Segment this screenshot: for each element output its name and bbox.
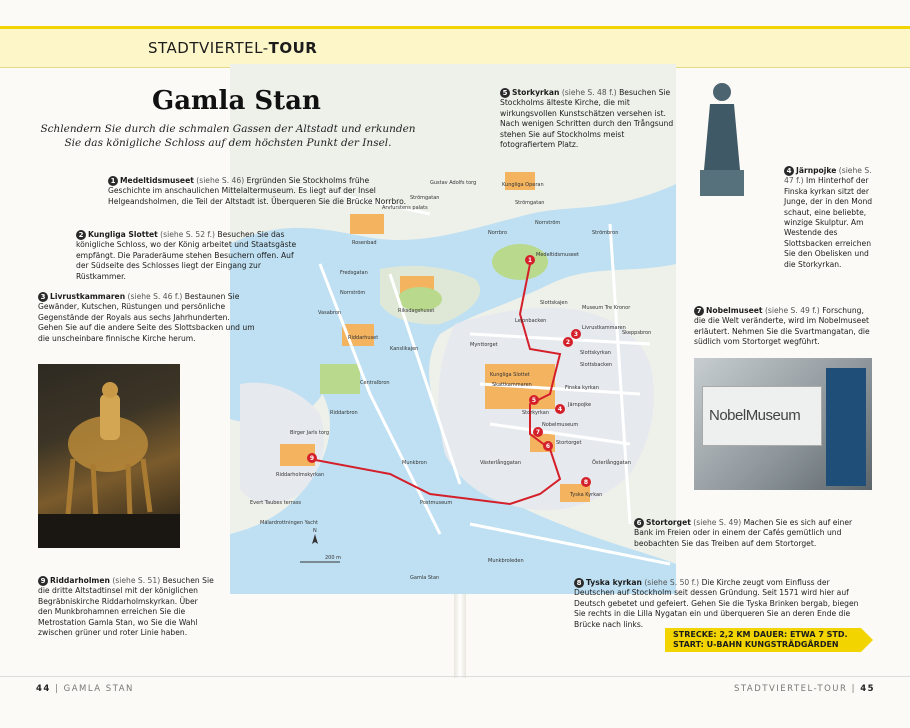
label-place: Tyska Kyrkan — [570, 492, 603, 498]
label-place: Evert Taubes terrass — [250, 500, 302, 506]
label-place: Slottskyrkan — [580, 350, 611, 356]
label-place: Stortorget — [556, 440, 582, 446]
label-place: Arvfurstens palats — [382, 205, 428, 211]
label-place: Gustav Adolfs torg — [430, 180, 477, 186]
armour-photo — [38, 364, 180, 548]
label-place: Postmuseum — [420, 500, 453, 506]
label-street: Kanslikajen — [390, 346, 419, 352]
stop-7: 7 Nobelmuseet (siehe S. 49 f.) Forschung, die die Welt veränderte, wird im Nobelmuseet erläutert. Nehmen Sie die Svartmangatan, die südlich vom Stortorget wegführt. — [694, 306, 870, 347]
stop-4: 4 Järnpojke (siehe S. 47 f.) Im Hinterhof der Finska kyrkan sitzt der Junge, der in den Mond schaut, eine beliebte, winzige Skulptur. Am Westende des Slottsbacken erreichen Sie den Obelisken und die Storkyrkan. — [784, 166, 873, 269]
label-water-1: Norrström — [340, 290, 366, 296]
map-marker-7: 7 — [535, 429, 541, 436]
label-place: Skattkammaren — [492, 382, 532, 388]
map-marker-2: 2 — [565, 339, 571, 346]
label-place: Kungliga Operan — [502, 182, 544, 188]
label-street: Munkbroleden — [488, 558, 524, 564]
label-street: Lejonbacken — [515, 318, 547, 324]
label-place: Gamla Stan — [410, 575, 440, 581]
stop-9: 9 Riddarholmen (siehe S. 51) Besuchen Sie die dritte Altstadtinsel mit der königlichen Begräbniskirche Riddarholmskyrkan. Über den Munkbrohamnen erreichen Sie die Metrostation Gamla Stan, wo Sie die Wahl zwischen grüner und roter Linie haben. — [38, 576, 214, 638]
footer-right: STADTVIERTEL-TOUR | 45 — [734, 684, 876, 694]
nobel-sign-text: NobelMuseum — [709, 407, 801, 424]
label-street: Strömbron — [592, 230, 619, 236]
label-street: Norrbro — [488, 230, 508, 236]
stop-1: 1 Medeltidsmuseet (siehe S. 46) Ergründen Sie Stockholms frühe Geschichte im anschaulichen Mittelaltermuseum. Es liegt auf der Insel Helgeandsholmen, die Teil der Altstadt ist. Überqueren Sie die Brücke Norrbro. — [108, 176, 407, 206]
route-info-badge — [665, 628, 861, 652]
label-place: Mynttorget — [470, 342, 498, 348]
label-place: Storkyrkan — [522, 410, 550, 416]
page-title: Gamla Stan — [152, 86, 321, 116]
stop-6: 6 Stortorget (siehe S. 49) Machen Sie es sich auf einer Bank im Freien oder in einem der Cafés gemütlich und beobachten Sie das Treiben auf dem Stortorget. — [634, 518, 853, 548]
section-title: STADTVIERTEL-TOUR — [148, 39, 318, 57]
label-street-stromgatan-2: Strömgatan — [515, 200, 545, 206]
label-place: Medeltidsmuseet — [536, 252, 579, 258]
label-place: Museum Tre Kronor — [582, 305, 631, 311]
label-place: Finska kyrkan — [565, 385, 599, 391]
label-street-stromgatan-1: Strömgatan — [410, 195, 440, 201]
map-marker-5: 5 — [531, 397, 537, 404]
label-street: Vasabron — [318, 310, 342, 316]
route-distance-duration: STRECKE: 2,2 KM DAUER: ETWA 7 STD. — [673, 630, 848, 639]
page-subtitle: Schlendern Sie durch die schmalen Gassen der Altstadt und erkunden Sie das königliche Schloss auf dem höchsten Punkt der Insel. — [40, 123, 416, 149]
stop-8: 8 Tyska kyrkan (siehe S. 50 f.) Die Kirche zeugt vom Einfluss der Deutschen auf Stockholm seit dessen Gründung. Seit 1571 wird hier auf Deutsch gebetet und gefeiert. Gehen Sie die Tyska Brinken bergab, biegen Sie rechts in die Lilla Nygatan ein und überqueren Sie an deren Ende die Brücke nach links. — [574, 578, 859, 629]
label-place: Järnpojke — [568, 402, 592, 408]
map-marker-1: 1 — [527, 257, 533, 264]
map-marker-9: 9 — [309, 455, 315, 462]
scale-label: 200 m — [325, 555, 342, 561]
map-marker-8: 8 — [583, 479, 589, 486]
map-marker-4: 4 — [557, 406, 563, 413]
label-place: Riddarhuset — [348, 335, 379, 341]
nobel-sign — [702, 386, 822, 446]
label-place: Mälardrottningen Yacht — [260, 520, 318, 526]
label-street: Slottsbacken — [580, 362, 613, 368]
label-street: Västerlånggatan — [480, 460, 522, 466]
label-street: Centralbron — [360, 380, 390, 386]
label-place: Riddarholmskyrkan — [276, 472, 325, 478]
label-place: Livrustkammaren — [582, 325, 626, 331]
label-street: Fredsgatan — [340, 270, 368, 276]
label-street: Slottskajen — [540, 300, 568, 306]
label-place: Nobelmuseum — [542, 422, 579, 428]
stop-2: 2 Kungliga Slottet (siehe S. 52 f.) Besuchen Sie das königliche Schloss, wo der König arbeitet und Staatsgäste empfängt. Die Paraderäume stehen Besuchern offen. Auf der Südseite des Schlosses liegt der Eingang zur Rüstkammer. — [76, 230, 297, 281]
label-street: Skeppsbron — [622, 330, 652, 336]
map-marker-6: 6 — [545, 443, 551, 450]
nobelmuseum-photo — [694, 358, 872, 490]
stop-3: 3 Livrustkammaren (siehe S. 46 f.) Bestaunen Sie Gewänder, Kutschen, Rüstungen und persönliche Gegenstände der Royals aus sechs Jahrhunderten. Gehen Sie auf die andere Seite des Slottsbacken und um die unscheinbare finnische Kirche herum. — [38, 292, 255, 343]
label-place: Rosenbad — [352, 240, 377, 246]
label-place: Kungliga Slottet — [490, 372, 530, 378]
label-place: Birger Jarls torg — [290, 430, 330, 436]
route-start: START: U-BAHN KUNGSTRÄDGÅRDEN — [673, 640, 839, 649]
label-street: Österlånggatan — [592, 460, 631, 466]
label-place: Riksdagshuset — [398, 308, 435, 314]
label-street: Munkbron — [402, 460, 427, 466]
label-water-2: Norrström — [535, 220, 561, 226]
section-header — [0, 26, 910, 68]
jarnpojke-statue-photo — [694, 78, 750, 202]
stop-5: 5 Storkyrkan (siehe S. 48 f.) Besuchen Sie Stockholms älteste Kirche, die mit wirkungsvollen Kunstschätzen versehen ist. Nach wenigen Schritten durch den Trångsund stehen Sie auf Stockholms meist fotografiertem Platz. — [500, 88, 674, 150]
north-label: N — [313, 528, 317, 534]
map-marker-3: 3 — [573, 331, 579, 338]
footer-left: 44 | GAMLA STAN — [36, 684, 134, 694]
label-street: Riddarbron — [330, 410, 358, 416]
